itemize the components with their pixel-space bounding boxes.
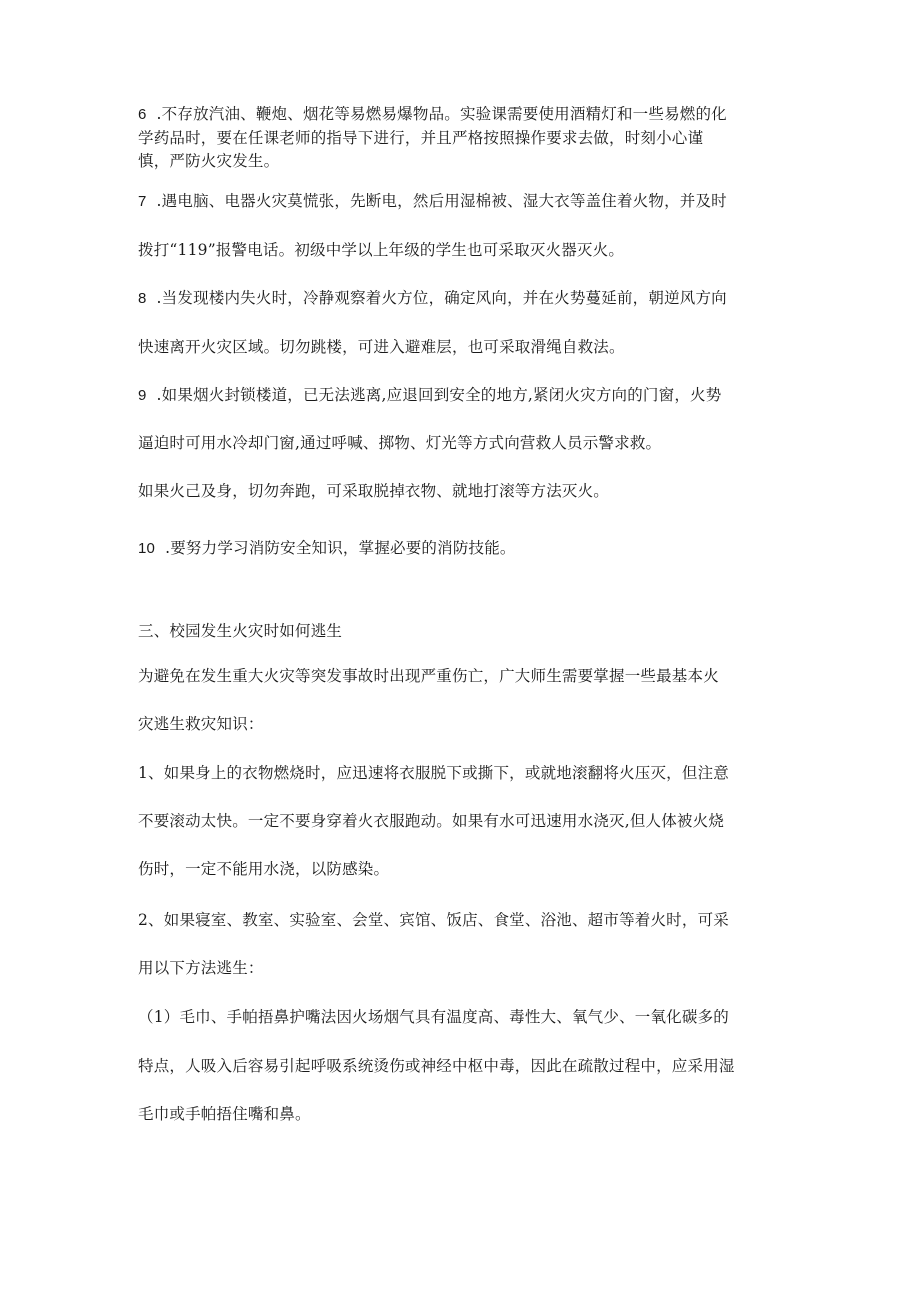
item-6-text: .不存放汽油、鞭炮、烟花等易燃易爆物品。实验课需要使用酒精灯和一些易燃的化 — [156, 105, 727, 123]
section-3-intro-line-1: 为避免在发生重大火灾等突发事故时出现严重伤亡，广大师生需要掌握一些最基本火 — [138, 667, 719, 685]
item-8-text: .当发现楼内失火时，冷静观察着火方位，确定风向，并在火势蔓延前，朝逆风方向 — [156, 289, 727, 307]
point-1-line-2: 不要滚动太快。一定不要身穿着火衣服跑动。如果有水可迅速用水浇灭,但人体被火烧 — [138, 812, 725, 830]
item-9-line-1 — [138, 384, 788, 407]
item-9-line-3: 如果火己及身，切勿奔跑，可采取脱掉衣物、就地打滚等方法灭火。 — [138, 482, 610, 500]
point-2-line-1: 2、如果寝室、教室、实验室、会堂、宾馆、饭店、食堂、浴池、超市等着火时，可采 — [138, 911, 729, 929]
item-9-number: 9 — [138, 387, 147, 404]
sub-point-1-line-2: 特点，人吸入后容易引起呼吸系统烫伤或神经中枢中毒，因此在疏散过程中，应采用湿 — [138, 1057, 735, 1075]
item-8-line-1 — [138, 287, 788, 310]
item-8-line-2: 快速离开火灾区域。切勿跳楼，可进入避难层，也可采取滑绳自救法。 — [138, 338, 625, 356]
item-6-line-3: 慎，严防火灾发生。 — [138, 152, 280, 170]
item-7-line-1 — [138, 190, 788, 213]
item-10-number: 10 — [138, 540, 156, 557]
item-7-line-2: 拨打“119”报警电话。初级中学以上年级的学生也可采取灭火器灭火。 — [138, 241, 625, 259]
item-9-line-2: 逼迫时可用水冷却门窗,通过呼喊、掷物、灯光等方式向营救人员示警求救。 — [138, 434, 662, 452]
item-9-text: .如果烟火封锁楼道，已无法逃离,应退回到安全的地方,紧闭火灾方向的门窗，火势 — [156, 386, 722, 404]
item-10-text: .要努力学习消防安全知识，掌握必要的消防技能。 — [165, 539, 516, 557]
item-6-number: 6 — [138, 106, 147, 123]
section-3-intro-line-2: 灾逃生救灾知识： — [138, 715, 264, 733]
item-7-number: 7 — [138, 193, 147, 210]
item-8-number: 8 — [138, 290, 147, 307]
sub-point-1-line-1: （1）毛巾、手帕捂鼻护嘴法因火场烟气具有温度高、毒性大、氧气少、一氧化碳多的 — [138, 1008, 729, 1026]
section-3-heading: 三、校园发生火灾时如何逃生 — [138, 622, 343, 640]
sub-point-1-line-3: 毛巾或手帕捂住嘴和鼻。 — [138, 1105, 311, 1123]
item-10-line-1 — [138, 537, 788, 560]
point-1-line-1: 1、如果身上的衣物燃烧时，应迅速将衣服脱下或撕下，或就地滚翻将火压灭，但注意 — [138, 764, 729, 782]
point-1-line-3: 伤时，一定不能用水浇，以防感染。 — [138, 860, 390, 878]
item-6-line-1 — [138, 103, 788, 126]
item-7-text: .遇电脑、电器火灾莫慌张，先断电，然后用湿棉被、湿大衣等盖住着火物，并及时 — [156, 192, 727, 210]
item-6-line-2: 学药品时，要在任课老师的指导下进行，并且严格按照操作要求去做，时刻小心谨 — [138, 129, 704, 147]
point-2-line-2: 用以下方法逃生： — [138, 959, 264, 977]
